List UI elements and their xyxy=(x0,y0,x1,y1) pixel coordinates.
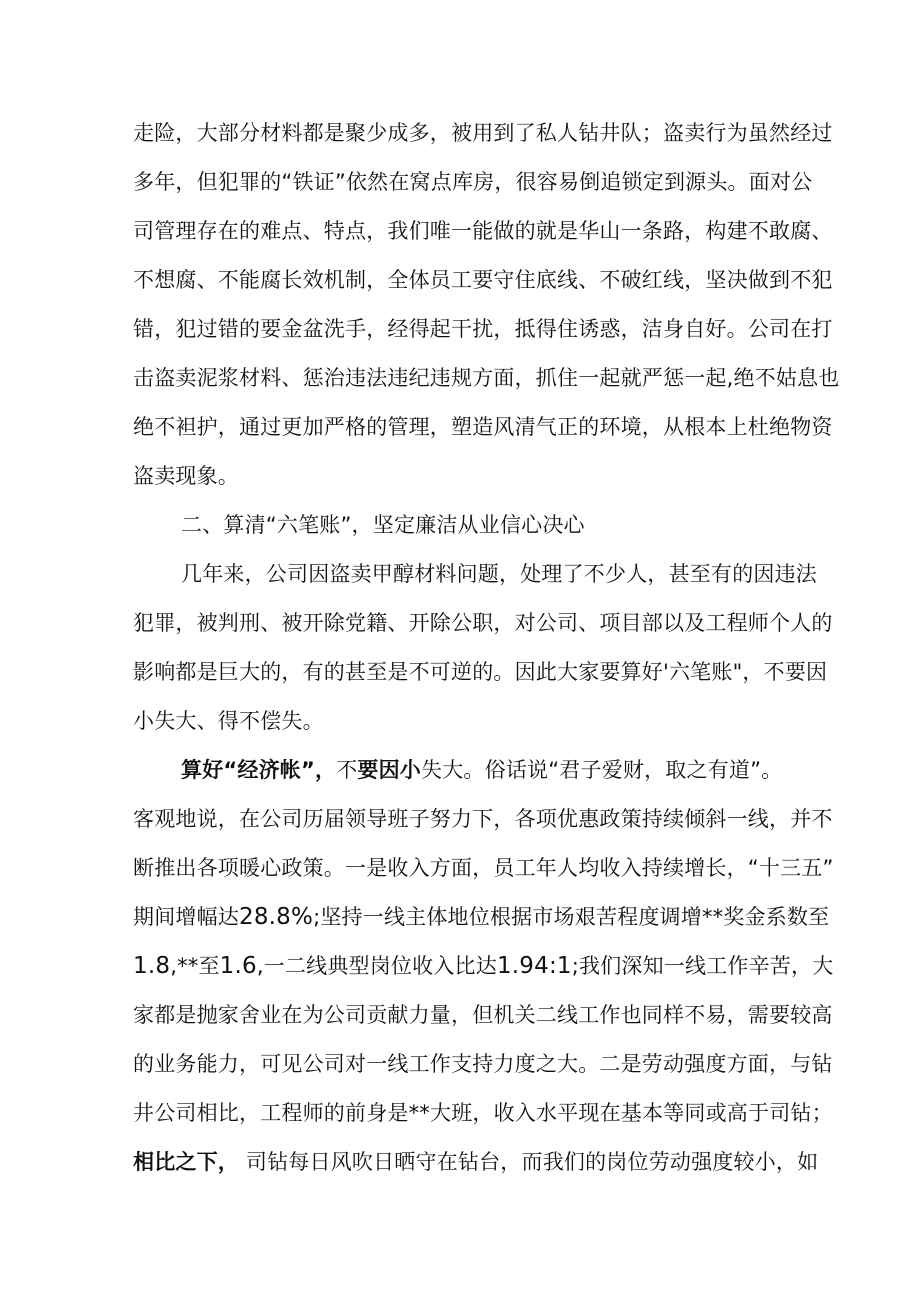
paragraph-2-line-2: 犯罪，被判刑、被开除党籍、开除公职，对公司、项目部以及工程师个人的 xyxy=(133,611,833,635)
paragraph-2-line-3: 影响都是巨大的，有的甚至是不可逆的。因此大家要算好'六笔账"，不要因 xyxy=(133,660,828,684)
economic-account-heading: 算好“经济帐”， xyxy=(181,758,337,782)
paragraph-3-line-4-a: 期间增幅达 xyxy=(133,905,239,929)
paragraph-3-line-9 xyxy=(133,1142,819,1182)
paragraph-3-line-6: 家都是抛家舍业在为公司贡献力量，但机关二线工作也同样不易，需要较高 xyxy=(133,1003,833,1027)
paragraph-1-line-3: 司管理存在的难点、特点，我们唯一能做的就是华山一条路，构建不敢腐、 xyxy=(133,219,833,243)
paragraph-3-line-4 xyxy=(133,897,830,937)
paragraph-3-line-3: 断推出各项暖心政策。一是收入方面，员工年人均收入持续增长，“十三五” xyxy=(133,856,834,880)
paragraph-1-line-4: 不想腐、不能腐长效机制，全体员工要守住底线、不破红线，坚决做到不犯 xyxy=(133,268,833,292)
paragraph-3-line-4-b: ;坚持一线主体地位根据市场艰苦程度调增**奖金系数至 xyxy=(313,905,830,929)
paragraph-3-lead-normal: 不 xyxy=(336,758,358,782)
paragraph-1-line-7: 绝不袒护，通过更加严格的管理，塑造风清气正的环境，从根本上杜绝物资 xyxy=(133,415,833,439)
paragraph-3-line-5 xyxy=(133,946,834,986)
paragraph-3-line-8: 井公司相比，工程师的前身是**大班，收入水平现在基本等同或高于司钻； xyxy=(133,1101,833,1125)
paragraph-3-line-2: 客观地说，在公司历届领导班子努力下，各项优惠政策持续倾斜一线，并不 xyxy=(133,807,833,831)
paragraph-3-lead-bold-2: 要因小 xyxy=(357,758,422,782)
paragraph-3-line-9-bold: 相 xyxy=(133,1150,155,1174)
bonus-coefficient-value-2: 1.6 xyxy=(219,953,257,979)
paragraph-1-line-1: 走险，大部分材料都是聚少成多，被用到了私人钻井队；盗卖行为虽然经过 xyxy=(133,121,833,145)
growth-rate-value: 28.8% xyxy=(239,904,314,930)
paragraph-3-line-5-b: ,一二线典型岗位收入比达 xyxy=(256,954,497,978)
paragraph-3-line-5-a: ,**至 xyxy=(170,954,220,978)
paragraph-1-line-8: 盗卖现象。 xyxy=(133,464,239,488)
paragraph-3-line-9-mid: 比之下， xyxy=(154,1150,240,1174)
paragraph-2-line-4: 小失大、得不偿失。 xyxy=(133,709,324,733)
section-heading: 二、算清“六笔账”，坚定廉洁从业信心决心 xyxy=(181,513,585,537)
bonus-coefficient-value-1: 1.8 xyxy=(133,953,171,979)
paragraph-3-lead-rest: 失大。俗话说“君子爱财，取之有道”。 xyxy=(421,758,783,782)
paragraph-3-line-9-rest: 司钻每日风吹日晒守在钻台，而我们的岗位劳动强度较小，如 xyxy=(239,1150,819,1174)
paragraph-3-line-1 xyxy=(181,750,813,790)
paragraph-3-line-5-c: ;我们深知一线工作辛苦，大 xyxy=(571,954,834,978)
paragraph-1-line-6: 击盗卖泥浆材料、惩治违法违纪违规方面，抓住一起就严惩一起,绝不姑息也 xyxy=(133,366,840,390)
income-ratio-value: 1.94:1 xyxy=(496,953,572,979)
paragraph-3-line-7: 的业务能力，可见公司对一线工作支持力度之大。二是劳动强度方面，与钻 xyxy=(133,1052,833,1076)
paragraph-1-line-2: 多年，但犯罪的“铁证”依然在窝点库房，很容易倒追锁定到源头。面对公 xyxy=(133,170,813,194)
paragraph-1-line-5: 错，犯过错的要金盆洗手，经得起干扰，抵得住诱惑，洁身自好。公司在打 xyxy=(133,317,833,341)
paragraph-2-line-1: 几年来，公司因盗卖甲醇材料问题，处理了不少人，甚至有的因违法 xyxy=(181,562,817,586)
